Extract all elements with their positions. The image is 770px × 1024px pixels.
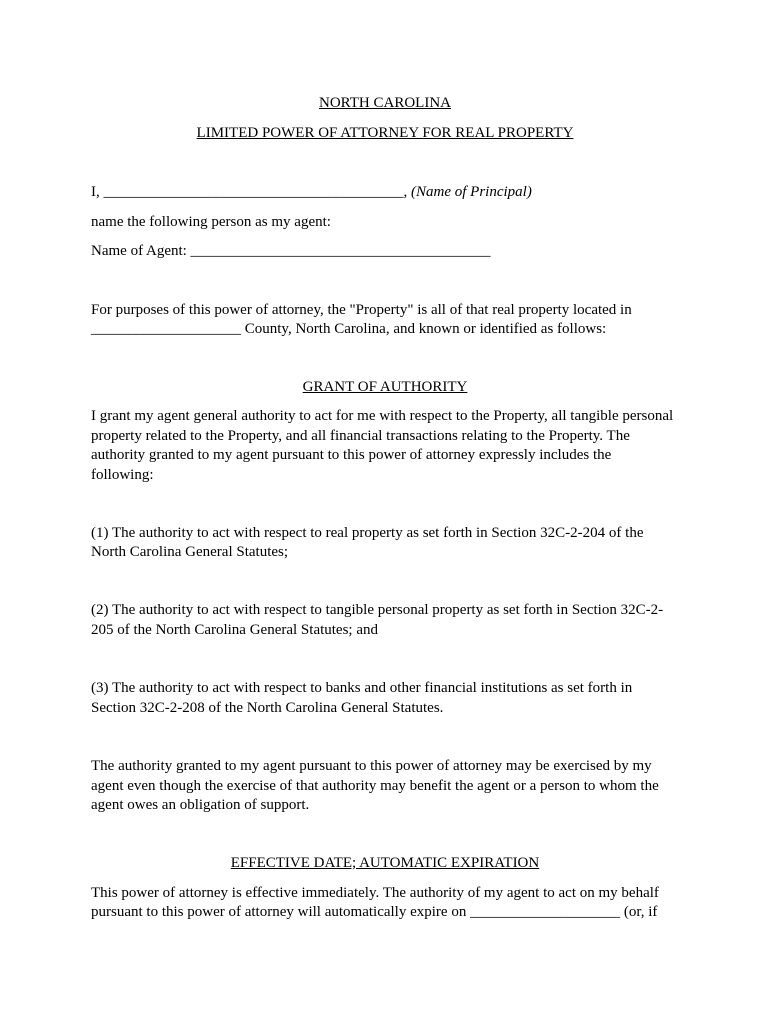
principal-blank: I, ________________________________________, [91,184,411,200]
agent-intro: name the following person as my agent: [91,214,331,230]
principal-line [91,182,532,202]
benefit-line-1: The authority granted to my agent pursuant to this power of attorney may be exercised by my [91,758,652,774]
item3-line-2: Section 32C-2-208 of the North Carolina General Statutes. [91,700,444,716]
grant-line-4: following: [91,467,154,483]
item3-line-1: (3) The authority to act with respect to banks and other financial institutions as set forth in [91,680,633,696]
item2-line-2: 205 of the North Carolina General Statutes; and [91,622,379,638]
grant-line-1: I grant my agent general authority to act for me with respect to the Property, all tangible personal [91,408,674,424]
property-line-2: ____________________ County, North Carolina, and known or identified as follows: [91,321,607,337]
item1-line-2: North Carolina General Statutes; [91,544,289,560]
effective-line-1: This power of attorney is effective immediately. The authority of my agent to act on my behalf [91,885,659,901]
state-heading: NORTH CAROLINA [318,95,451,111]
property-line-1: For purposes of this power of attorney, the "Property" is all of that real property located in [91,302,632,318]
grant-line-2: property related to the Property, and all financial transactions relating to the Property. The [91,428,630,444]
grant-heading: GRANT OF AUTHORITY [302,379,468,395]
effective-heading: EFFECTIVE DATE; AUTOMATIC EXPIRATION [230,855,540,871]
principal-label: (Name of Principal) [411,184,532,200]
document-title: LIMITED POWER OF ATTORNEY FOR REAL PROPERTY [196,125,574,141]
benefit-line-2: agent even though the exercise of that authority may benefit the agent or a person to whom the [91,778,659,794]
item1-line-1: (1) The authority to act with respect to real property as set forth in Section 32C-2-204 of the [91,525,644,541]
item2-line-1: (2) The authority to act with respect to tangible personal property as set forth in Section 32C-2- [91,602,664,618]
grant-line-3: authority granted to my agent pursuant to this power of attorney expressly includes the [91,447,612,463]
benefit-line-3: agent owes an obligation of support. [91,797,310,813]
effective-line-2: pursuant to this power of attorney will automatically expire on ____________________ (or, if [91,904,658,920]
agent-name-line: Name of Agent: ________________________________________ [91,243,491,259]
